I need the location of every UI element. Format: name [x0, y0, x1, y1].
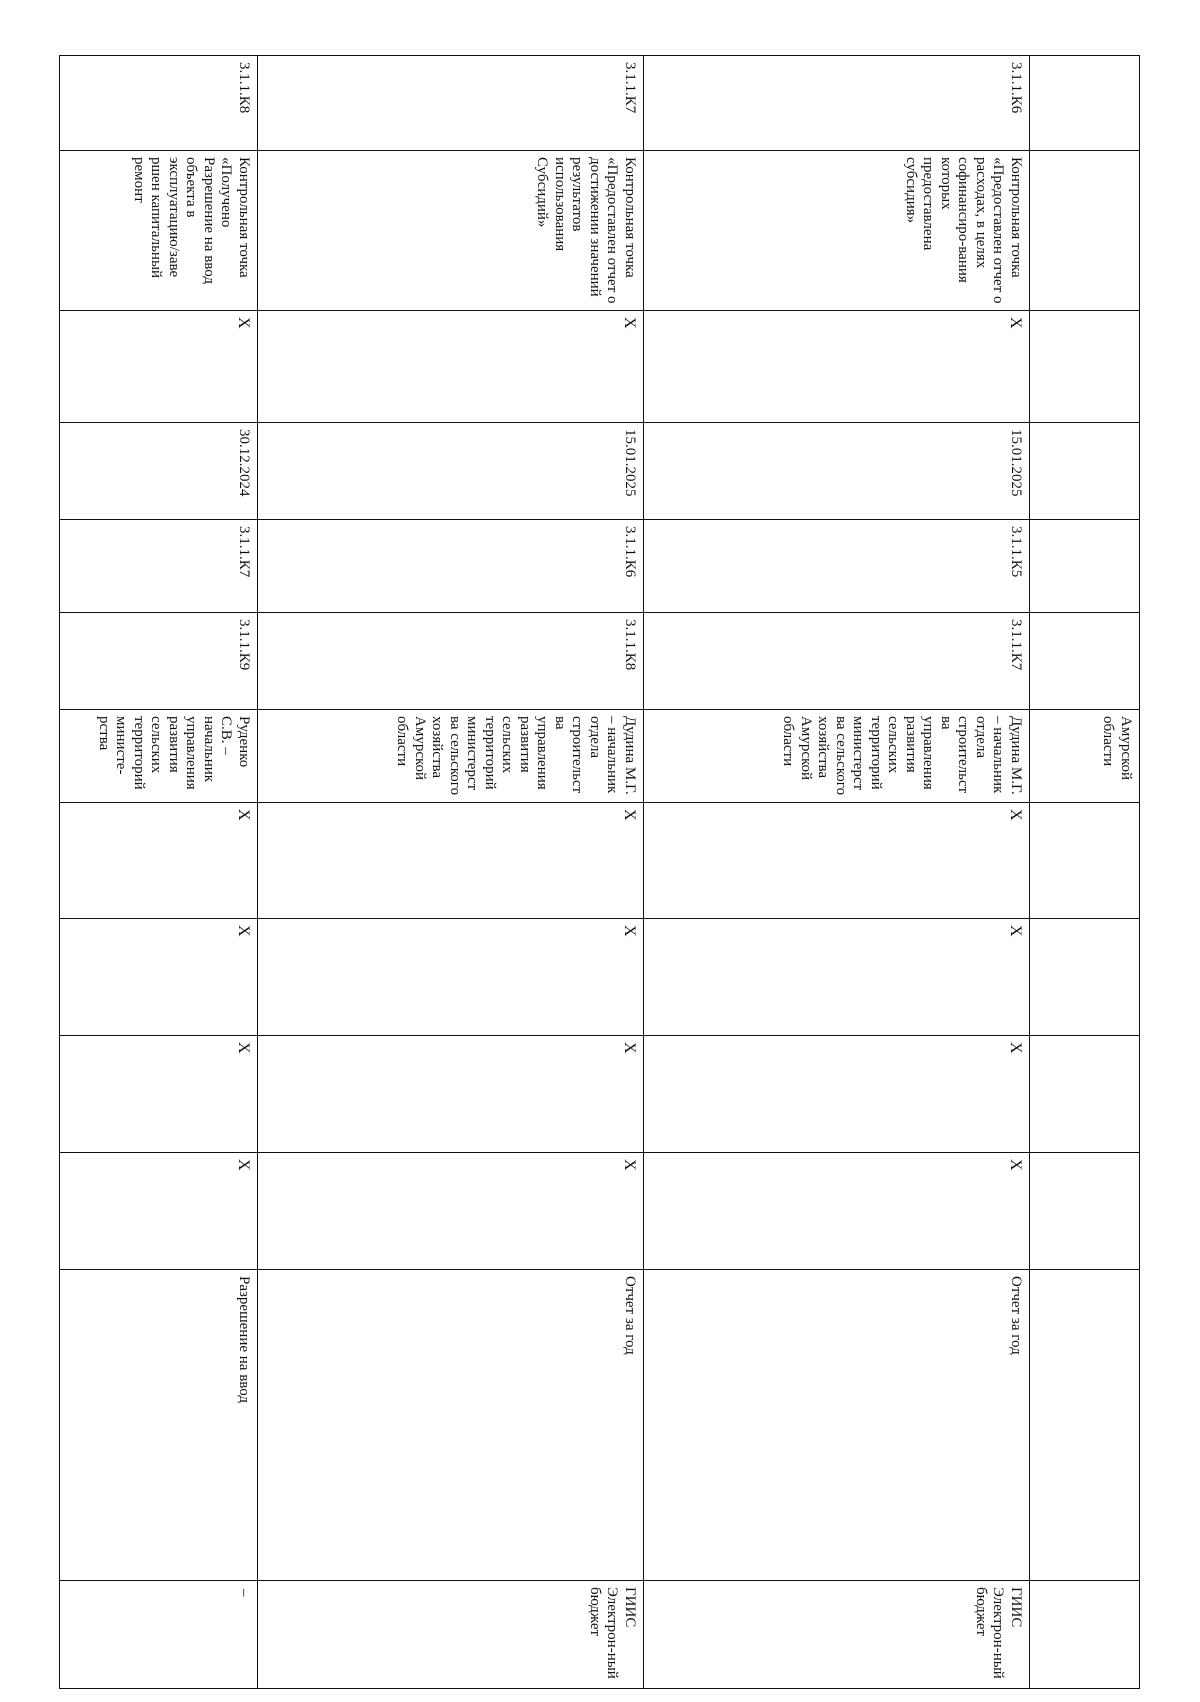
- cell-top-6: [1030, 613, 1140, 710]
- cell-number: 3.1.1.К7: [258, 56, 644, 151]
- cell-top-10: [1030, 1036, 1140, 1153]
- cell-number: 3.1.1.К6: [644, 56, 1030, 151]
- cell-top-11: [1030, 1153, 1140, 1270]
- cell-predecessor: 3.1.1.К7: [60, 520, 258, 613]
- cell-name: Контрольная точка «Получено Разрешение на ввод объекта в эксплуатацию/заве ршен капитальный ремонт: [60, 151, 258, 311]
- cell-x-4: X: [644, 1153, 1030, 1270]
- cell-top-7: Амурской области: [1030, 710, 1140, 803]
- cell-predecessor: 3.1.1.К6: [258, 520, 644, 613]
- table-row-top: [1030, 56, 1140, 1689]
- control-points-table: [59, 55, 1140, 1689]
- cell-top-8: [1030, 803, 1140, 919]
- cell-document: Отчет за год: [644, 1270, 1030, 1581]
- cell-responsible: Дудина М.Г. – начальник отдела строительст ва управления развития сельских территорий министерст ва сельского хозяйства Амурской области: [258, 710, 644, 803]
- cell-name: Контрольная точка «Предоставлен отчет о расходах, в целях софинансиро-вания которых предоставлена субсидия»: [644, 151, 1030, 311]
- cell-x-4: X: [60, 1153, 258, 1270]
- cell-x-1: X: [258, 803, 644, 919]
- table-row: [644, 56, 1030, 1689]
- cell-number: 3.1.1.К8: [60, 56, 258, 151]
- cell-name: Контрольная точка «Предоставлен отчет о достижении значений результатов использования Субсидий»: [258, 151, 644, 311]
- cell-top-13: [1030, 1581, 1140, 1689]
- cell-mark: X: [60, 311, 258, 423]
- cell-successor: 3.1.1.К7: [644, 613, 1030, 710]
- cell-document: Разрешение на ввод: [60, 1270, 258, 1581]
- cell-x-2: X: [60, 919, 258, 1036]
- cell-successor: 3.1.1.К8: [258, 613, 644, 710]
- table-row: [258, 56, 644, 1689]
- cell-predecessor: 3.1.1.К5: [644, 520, 1030, 613]
- cell-x-2: X: [258, 919, 644, 1036]
- cell-top-3: [1030, 311, 1140, 423]
- cell-top-5: [1030, 520, 1140, 613]
- cell-x-2: X: [644, 919, 1030, 1036]
- cell-document: Отчет за год: [258, 1270, 644, 1581]
- cell-top-4: [1030, 423, 1140, 520]
- cell-mark: X: [258, 311, 644, 423]
- cell-system: ГИИС Электрон-ный бюджет: [644, 1581, 1030, 1689]
- cell-x-4: X: [258, 1153, 644, 1270]
- cell-x-1: X: [60, 803, 258, 919]
- cell-x-1: X: [644, 803, 1030, 919]
- cell-x-3: X: [258, 1036, 644, 1153]
- cell-date: 15.01.2025: [644, 423, 1030, 520]
- cell-x-3: X: [644, 1036, 1030, 1153]
- cell-responsible: Дудина М.Г. – начальник отдела строительст ва управления развития сельских территорий министерст ва сельского хозяйства Амурской области: [644, 710, 1030, 803]
- cell-top-9: [1030, 919, 1140, 1036]
- cell-system: ГИИС Электрон-ный бюджет: [258, 1581, 644, 1689]
- cell-system: –: [60, 1581, 258, 1689]
- cell-mark: X: [644, 311, 1030, 423]
- cell-responsible: Руденко С.В. – начальник управления развития сельских территорий министе-рства: [60, 710, 258, 803]
- rotated-page: [60, 55, 1140, 1688]
- cell-x-3: X: [60, 1036, 258, 1153]
- cell-successor: 3.1.1.К9: [60, 613, 258, 710]
- cell-date: 15.01.2025: [258, 423, 644, 520]
- cell-top-2: [1030, 151, 1140, 311]
- cell-top-1: [1030, 56, 1140, 151]
- table-row: [60, 56, 258, 1689]
- cell-date: 30.12.2024: [60, 423, 258, 520]
- cell-top-12: [1030, 1270, 1140, 1581]
